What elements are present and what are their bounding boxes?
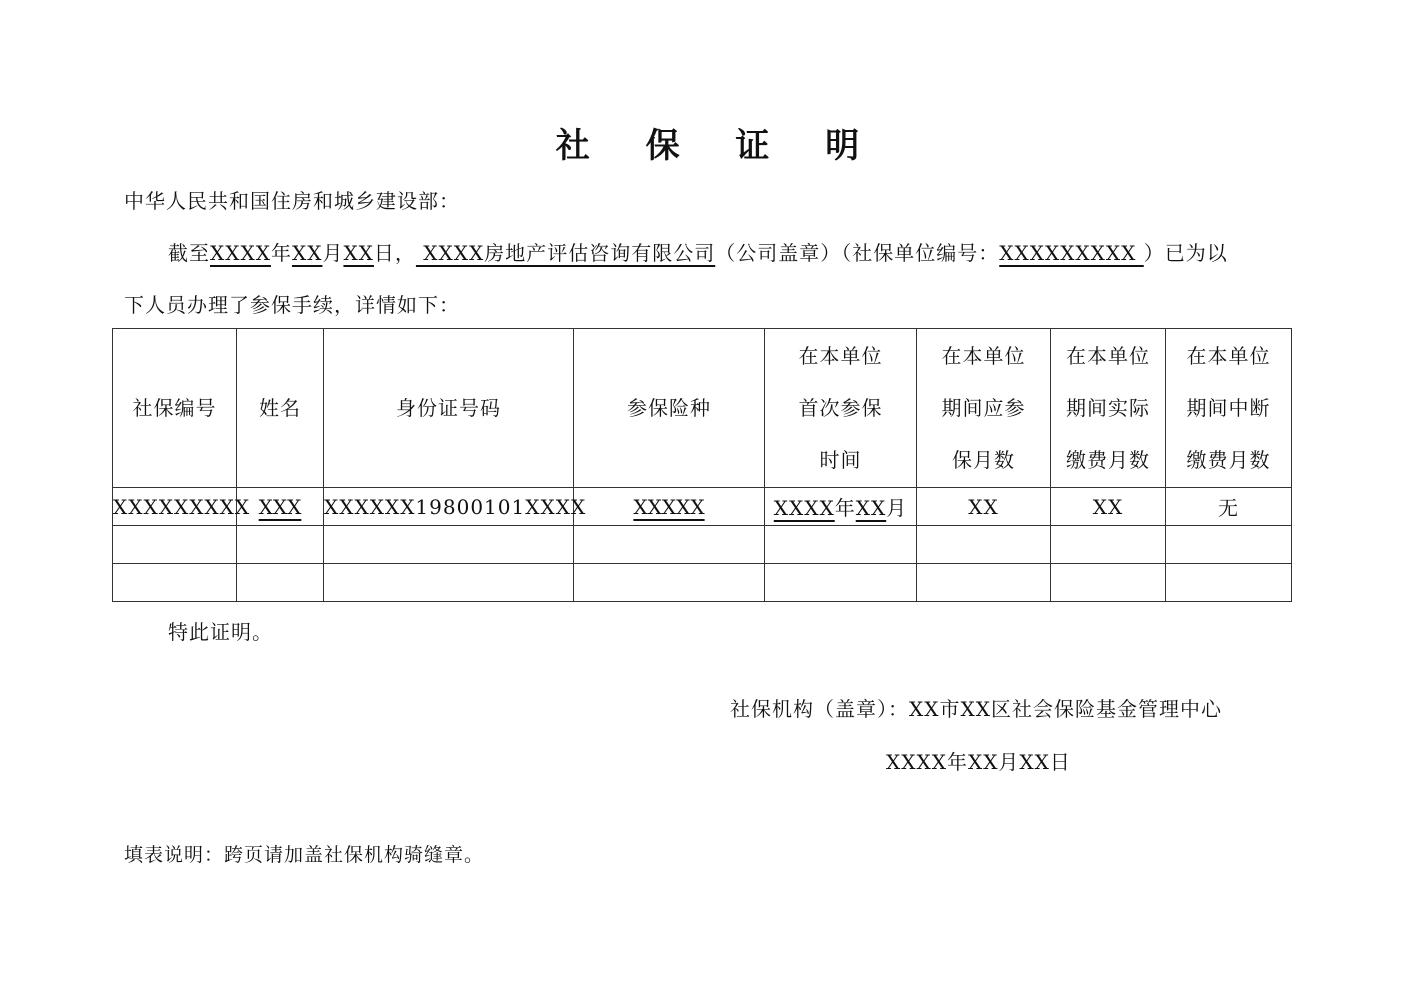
- issuer-line: 社保机构（盖章）：XX市XX区社会保险基金管理中心: [730, 697, 1222, 721]
- cell-first-time: [765, 488, 917, 526]
- empty-cell: [574, 526, 765, 564]
- table-header-row: [113, 329, 1292, 488]
- body-paragraph-line1: [168, 237, 1228, 266]
- cell-insurance-text: XXXXX: [633, 494, 705, 519]
- header-first-time: [765, 329, 917, 488]
- body-paragraph-line2: 下人员办理了参保手续，详情如下：: [124, 293, 460, 317]
- header-due-months: [917, 329, 1051, 488]
- cell-first-month-unit: 月: [886, 496, 908, 520]
- empty-cell: [1051, 526, 1166, 564]
- cell-paid-months: XX: [1051, 488, 1166, 526]
- empty-cell: [1166, 526, 1292, 564]
- empty-cell: [574, 564, 765, 602]
- empty-cell: [765, 526, 917, 564]
- empty-cell: [324, 526, 574, 564]
- header-id-no: 身份证号码: [324, 329, 574, 488]
- empty-cell: [113, 526, 237, 564]
- para-day: XX: [343, 241, 374, 265]
- para-year: XXXX: [210, 241, 271, 265]
- header-insurance: 参保险种: [574, 329, 765, 488]
- document-title: 社 保 证 明: [555, 126, 882, 166]
- fill-note: 填表说明：跨页请加盖社保机构骑缝章。: [124, 844, 485, 866]
- header-gap-months: [1166, 329, 1292, 488]
- cell-first-month: XX: [855, 496, 887, 520]
- empty-cell: [917, 564, 1051, 602]
- para-year-unit: 年: [270, 241, 292, 265]
- para-unit-no: XXXXXXXXX: [999, 241, 1144, 265]
- header-first-time-text: 在本单位首次参保时间: [798, 344, 883, 472]
- cell-id-no: XXXXXX19800101XXXX: [324, 488, 574, 526]
- cell-due-months: XX: [917, 488, 1051, 526]
- header-gap-months-text: 在本单位期间中断缴费月数: [1186, 344, 1271, 472]
- header-due-months-text: 在本单位期间应参保月数: [941, 344, 1026, 472]
- cell-insurance: [574, 488, 765, 526]
- para-suffix: ）已为以: [1143, 241, 1228, 265]
- cell-first-year: XXXX: [773, 496, 835, 520]
- certify-statement: 特此证明。: [168, 620, 273, 644]
- table-row: [113, 564, 1292, 602]
- issuer-date: XXXX年XX月XX日: [886, 750, 1071, 774]
- header-paid-months: [1051, 329, 1166, 488]
- empty-cell: [765, 564, 917, 602]
- recipient-line: 中华人民共和国住房和城乡建设部：: [124, 189, 460, 213]
- para-month: XX: [291, 241, 323, 265]
- header-paid-months-text: 在本单位期间实际缴费月数: [1066, 344, 1150, 472]
- empty-cell: [237, 564, 324, 602]
- cell-ss-no: XXXXXXXXX: [113, 488, 237, 526]
- para-prefix: 截至: [168, 241, 210, 265]
- cell-name-text: XXX: [258, 494, 302, 519]
- empty-cell: [237, 526, 324, 564]
- insurance-table: [112, 328, 1292, 602]
- empty-cell: [1166, 564, 1292, 602]
- empty-cell: [917, 526, 1051, 564]
- para-company: XXXX房地产评估咨询有限公司: [415, 241, 716, 265]
- table-row: [113, 526, 1292, 564]
- cell-first-year-unit: 年: [834, 496, 856, 520]
- para-day-unit: 日，: [373, 241, 416, 265]
- table-row: [113, 488, 1292, 526]
- empty-cell: [113, 564, 237, 602]
- empty-cell: [324, 564, 574, 602]
- para-seal-note: （公司盖章）（社保单位编号：: [715, 241, 1000, 265]
- header-name: 姓名: [237, 329, 324, 488]
- cell-gap-months: 无: [1166, 488, 1292, 526]
- header-ss-no: 社保编号: [113, 329, 237, 488]
- para-month-unit: 月: [322, 241, 344, 265]
- empty-cell: [1051, 564, 1166, 602]
